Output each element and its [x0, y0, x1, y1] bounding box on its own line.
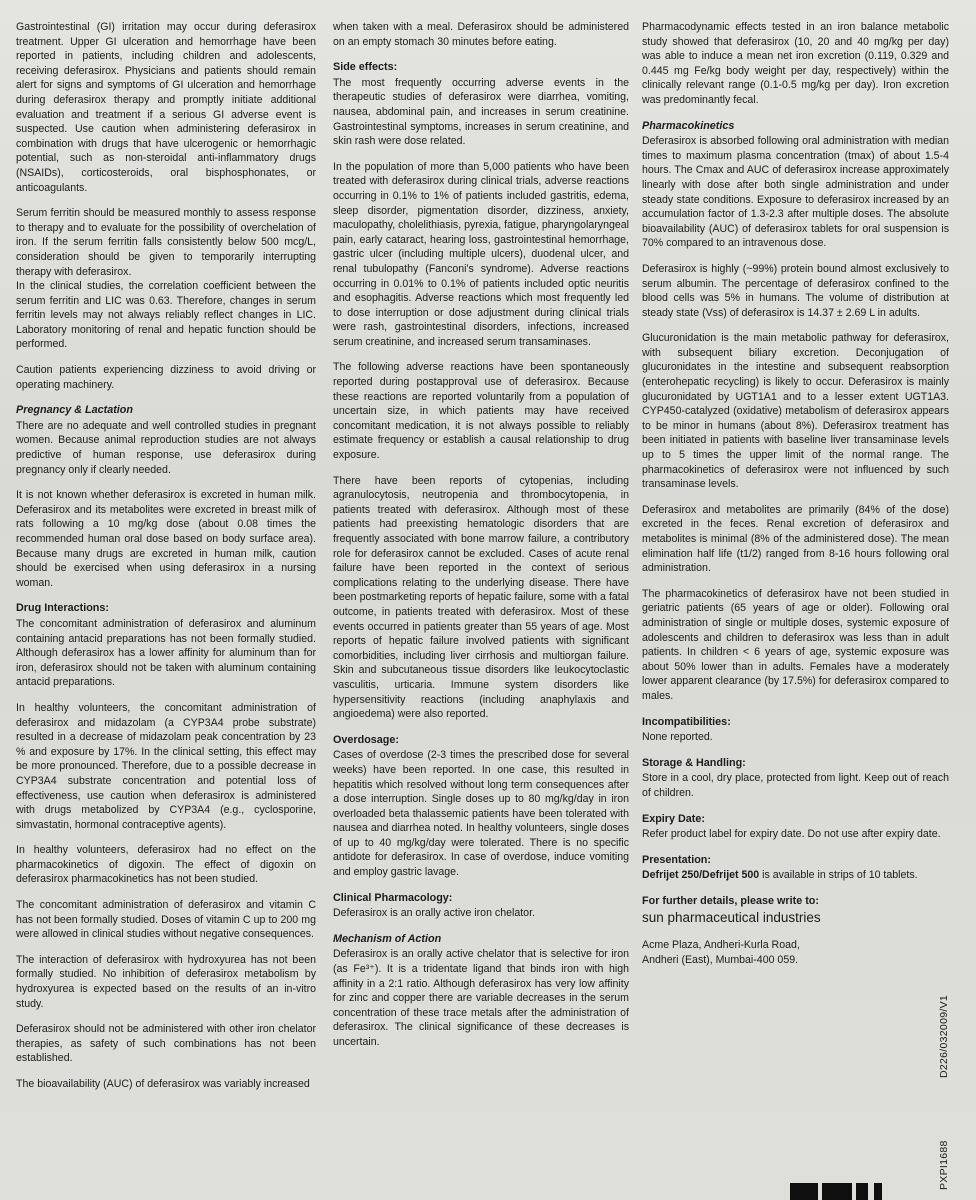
address-line-1: Acme Plaza, Andheri-Kurla Road,	[642, 939, 800, 952]
paragraph-glucuronidation: Glucuronidation is the main metabolic pathway for deferasirox, with subsequent biliary excretion. Deconjugation of glucuronidates in the intestine and subsequent reabsorption (enterohepatic recycling) is likely to occur. Deferasirox is mainly glucuronidated by UGT1A1 and to a lesser extent UGT1A3. CYP450-catalyzed (oxidative) metabolism of deferasirox appears to be minor in humans (about 8%). Deferasirox treatment has been initiated in patients with baseline liver transaminase levels up to 5 times the upper limit of the normal range. The pharmacokinetics of deferasirox were not influenced by such transaminase levels.	[642, 332, 949, 491]
paragraph-clinical-pharmacology: Deferasirox is an orally active iron chelator.	[333, 907, 535, 920]
paragraph-frequent-events: The most frequently occurring adverse events in the therapeutic studies of deferasirox were diarrhea, vomiting, nausea, abdominal pain, and increases in serum creatinine. Gastrointestinal symptoms, increases in serum creatinine, and skin rash were dose related.	[333, 76, 629, 148]
column-middle	[333, 20, 629, 1061]
pharmacode-bar	[790, 1183, 818, 1200]
pharmacode-label: PXPI1688	[938, 1140, 950, 1190]
heading-pharmacokinetics: Pharmacokinetics	[642, 119, 735, 132]
paragraph-postapproval: The following adverse reactions have been spontaneously reported during postapproval use of deferasirox. Because these reactions are reported voluntarily from a population of uncertain size, in which patients may have received concomitant medication, it is not always possible to reliably estimate frequency or establish a causal relationship to drug exposure.	[333, 361, 629, 462]
paragraph-presentation	[642, 868, 949, 883]
heading-clinical-pharmacology: Clinical Pharmacology:	[333, 891, 453, 904]
paragraph-gi-irritation: Gastrointestinal (GI) irritation may occur during deferasirox treatment. Upper GI ulceration and hemorrhage have been reported in patients, including children and adolescents, receiving deferasirox. Physicians and patients should remain alert for signs and symptoms of GI ulceration and hemorrhage during deferasirox therapy and promptly initiate additional evaluation and treatment if a serious GI adverse event is suspected. Use caution when administering deferasirox in combination with drugs that have ulcerogenic or hemorrhagic potential, such as non-steroidal anti-inflammatory drugs (NSAIDs), corticosteroids, oral bisphosphonates, or anticoagulants.	[16, 21, 316, 194]
paragraph-pharmacodynamic: Pharmacodynamic effects tested in an iron balance metabolic study showed that deferasirox (10, 20 and 40 mg/kg per day) was able to induce a mean net iron excretion (0.119, 0.329 and 0.445 mg Fe/kg body weight per day, respectively) within the clinically relevant range (0.1-0.5 mg/kg per day). Iron excretion was predominantly fecal.	[642, 21, 949, 106]
paragraph-pregnancy: There are no adequate and well controlled studies in pregnant women. Because animal reproduction studies are not always predictive of human response, use deferasirox during pregnancy only if clearly needed.	[16, 419, 316, 476]
heading-incompatibilities: Incompatibilities:	[642, 715, 731, 728]
paragraph-midazolam: In healthy volunteers, the concomitant administration of deferasirox and midazolam (a CYP3A4 probe substrate) resulted in a decrease of midazolam peak concentration by 23 % and exposure by 17%. In the clinical setting, this effect may be more pronounced. Therefore, due to a possible decrease in CYP3A4 substrate concentration and potential loss of effectiveness, use caution when deferasirox is administered with drugs metabolized by CYP3A4 (e.g., cyclosporine, simvastatin, hormonal contraceptive agents).	[16, 701, 316, 831]
paragraph-incompatibilities: None reported.	[642, 731, 713, 744]
paragraph-mechanism: Deferasirox is an orally active chelator that is selective for iron (as Fe³⁺). It is a tridentate ligand that binds iron with high affinity in a 2:1 ratio. Although deferasirox has very low affinity for zinc and copper there are variable decreases in the serum concentration of these trace metals after the administration of deferasirox. The clinical significance of these decreases is uncertain.	[333, 948, 629, 1048]
heading-expiry: Expiry Date:	[642, 812, 706, 825]
paragraph-dizziness: Caution patients experiencing dizziness to avoid driving or operating machinery.	[16, 364, 316, 391]
paragraph-chelator: Deferasirox should not be administered with other iron chelator therapies, as safety of such combinations has not been established.	[16, 1023, 316, 1065]
paragraph-antacid: The concomitant administration of deferasirox and aluminum containing antacid preparations has not been formally studied. Although deferasirox has a lower affinity for aluminum than for iron, deferasirox should not be taken with aluminum containing antacid preparations.	[16, 617, 316, 689]
paragraph-absorption: Deferasirox is absorbed following oral administration with median times to maximum plasma concentration (tmax) of about 1.5-4 hours. The Cmax and AUC of deferasirox increase approximately linearly with dose after both single administration and under steady state conditions. Exposure to deferasirox increased by an accumulation factor of 1.3-2.3 after multiple doses. The absolute bioavailability (AUC) of deferasirox tablets for oral suspension is 70% compared to an intravenous dose.	[642, 135, 949, 250]
paragraph-expiry: Refer product label for expiry date. Do not use after expiry date.	[642, 828, 941, 841]
column-right	[642, 20, 949, 968]
heading-overdosage: Overdosage:	[333, 733, 400, 746]
heading-storage: Storage & Handling:	[642, 756, 746, 769]
pharmacode-bar	[874, 1183, 882, 1200]
paragraph-adverse-reactions: In the population of more than 5,000 patients who have been treated with deferasirox during clinical trials, adverse reactions occurring in 0.1% to 1% of patients included gastritis, edema, sleep disorder, pigmentation disorder, dizziness, anxiety, maculopathy, cholelithiasis, pyrexia, fatigue, pharyngolaryngeal pain, early cataract, hearing loss, gastrointestinal hemorrhage, gastric ulcer (including multiple ulcers), duodenal ulcer, and renal tubulopathy (Fanconi's syndrome). Adverse reactions occurring in 0.01% to 0.1% of patients included optic neuritis and esophagitis. Adverse reactions which most frequently led to dose interruption or dose adjustment during clinical trials were rash, gastrointestinal disorders, infections, increased serum creatinine, and increased serum transaminases.	[333, 160, 630, 348]
heading-further-details: For further details, please write to:	[642, 894, 819, 907]
address-line-2: Andheri (East), Mumbai-400 059.	[642, 954, 799, 967]
paragraph-special-populations: The pharmacokinetics of deferasirox have not been studied in geriatric patients (65 years of age or older). Following oral administration of single or multiple doses, systemic exposure of adolescents and children to deferasirox was less than in adult patients. In children < 6 years of age, systemic exposure was about 50% lower than in adults. Females have a moderately lower apparent clearance (by 17.5%) for deferasirox compared to males.	[642, 587, 949, 702]
document-code: D226/032009/V1	[938, 994, 950, 1078]
paragraph-protein-binding: Deferasirox is highly (~99%) protein bound almost exclusively to serum albumin. The percentage of deferasirox confined to the blood cells was 5% in humans. The volume of distribution at steady state (Vss) of deferasirox is 14.37 ± 2.69 L in adults.	[642, 262, 949, 319]
paragraph-correlation: In the clinical studies, the correlation coefficient between the serum ferritin and LIC was 0.63. Therefore, changes in serum ferritin levels may not always reliably reflect changes in LIC. Laboratory monitoring of renal and hepatic function should be performed.	[16, 280, 316, 351]
heading-side-effects: Side effects:	[333, 61, 398, 74]
heading-mechanism: Mechanism of Action	[333, 932, 442, 945]
heading-presentation: Presentation:	[642, 853, 711, 866]
paragraph-storage: Store in a cool, dry place, protected from light. Keep out of reach of children.	[642, 772, 949, 799]
paragraph-overdosage: Cases of overdose (2-3 times the prescribed dose for several weeks) have been reported. In one case, this resulted in hepatitis which resolved without long term consequences after a dose interruption. Single doses up to 80 mg/kg/day in iron overloaded beta thalassemic patients have been tolerated with nausea and diarrhea noted. In healthy volunteers, single doses of up to 40 mg/kg/day were tolerated. There is no specific antidote for deferasirox. In case of overdose, induce vomiting and employ gastric lavage.	[333, 749, 629, 879]
paragraph-excretion: Deferasirox and metabolites are primarily (84% of the dose) excreted in the feces. Renal excretion of deferasirox and metabolites is minimal (8% of the administered dose). The mean elimination half life (t1/2) ranged from 8-16 hours following oral administration.	[642, 503, 949, 575]
heading-drug-interactions: Drug Interactions:	[16, 602, 109, 615]
product-name: Defrijet 250/Defrijet 500	[642, 869, 760, 882]
heading-pregnancy: Pregnancy & Lactation	[16, 404, 133, 417]
company-name: sun pharmaceutical industries	[642, 910, 821, 926]
paragraph-vitamin-c: The concomitant administration of deferasirox and vitamin C has not been formally studied. Doses of vitamin C up to 200 mg were allowed in clinical studies without negative consequences.	[16, 899, 316, 941]
presentation-detail: is available in strips of 10 tablets.	[759, 869, 918, 882]
paragraph-bioavailability: The bioavailability (AUC) of deferasirox was variably increased	[16, 1078, 310, 1090]
pharmacode-bar	[822, 1183, 852, 1200]
paragraph-meal: when taken with a meal. Deferasirox should be administered on an empty stomach 30 minutes before eating.	[333, 21, 629, 48]
pharmacode-bar	[856, 1183, 868, 1200]
paragraph-serum-ferritin: Serum ferritin should be measured monthly to assess response to therapy and to evaluate for the possibility of overchelation of iron. If the serum ferritin falls consistently below 500 mcg/L, consideration should be given to temporarily interrupting therapy with deferasirox.	[16, 207, 316, 278]
company-address	[642, 938, 949, 967]
paragraph-hydroxyurea: The interaction of deferasirox with hydroxyurea has not been formally studied. No inhibition of deferasirox metabolism by hydroxyurea is expected based on the results of an in-vitro study.	[16, 953, 316, 1010]
paragraph-cytopenias: There have been reports of cytopenias, including agranulocytosis, neutropenia and thrombocytopenia, in patients treated with deferasirox. Although most of these patients had preexisting hematologic disorders that are frequently associated with bone marrow failure, a contributory role for deferasirox cannot be excluded. Cases of acute renal failure have been reported in the context of serious complications relating to the underlying disease. There have been postmarketing reports of hepatic failure, some with a fatal outcome, in patients treated with deferasirox. Most of these events occurred in patients greater than 55 years of age. Most reports of hepatic failure involved patients with significant comorbidities, including liver cirrhosis and multiorgan failure. Skin and subcutaneous tissue disorders like leukocytoclastic vasculitis, urticaria. Immune system disorders like hypersensitivity reactions (including anaphylaxis and angioedema) were also reported.	[333, 474, 629, 721]
paragraph-digoxin: In healthy volunteers, deferasirox had no effect on the pharmacokinetics of digoxin. The effect of digoxin on deferasirox pharmacokinetics has not been studied.	[16, 844, 316, 886]
column-left	[16, 20, 316, 1103]
paragraph-lactation: It is not known whether deferasirox is excreted in human milk. Deferasirox and its metabolites were excreted in breast milk of rats following a 10 mg/kg dose (about 0.08 times the recommended human oral dose based on body surface area). Because many drugs are excreted in human milk, caution should be exercised when using deferasirox in a nursing woman.	[16, 489, 316, 589]
